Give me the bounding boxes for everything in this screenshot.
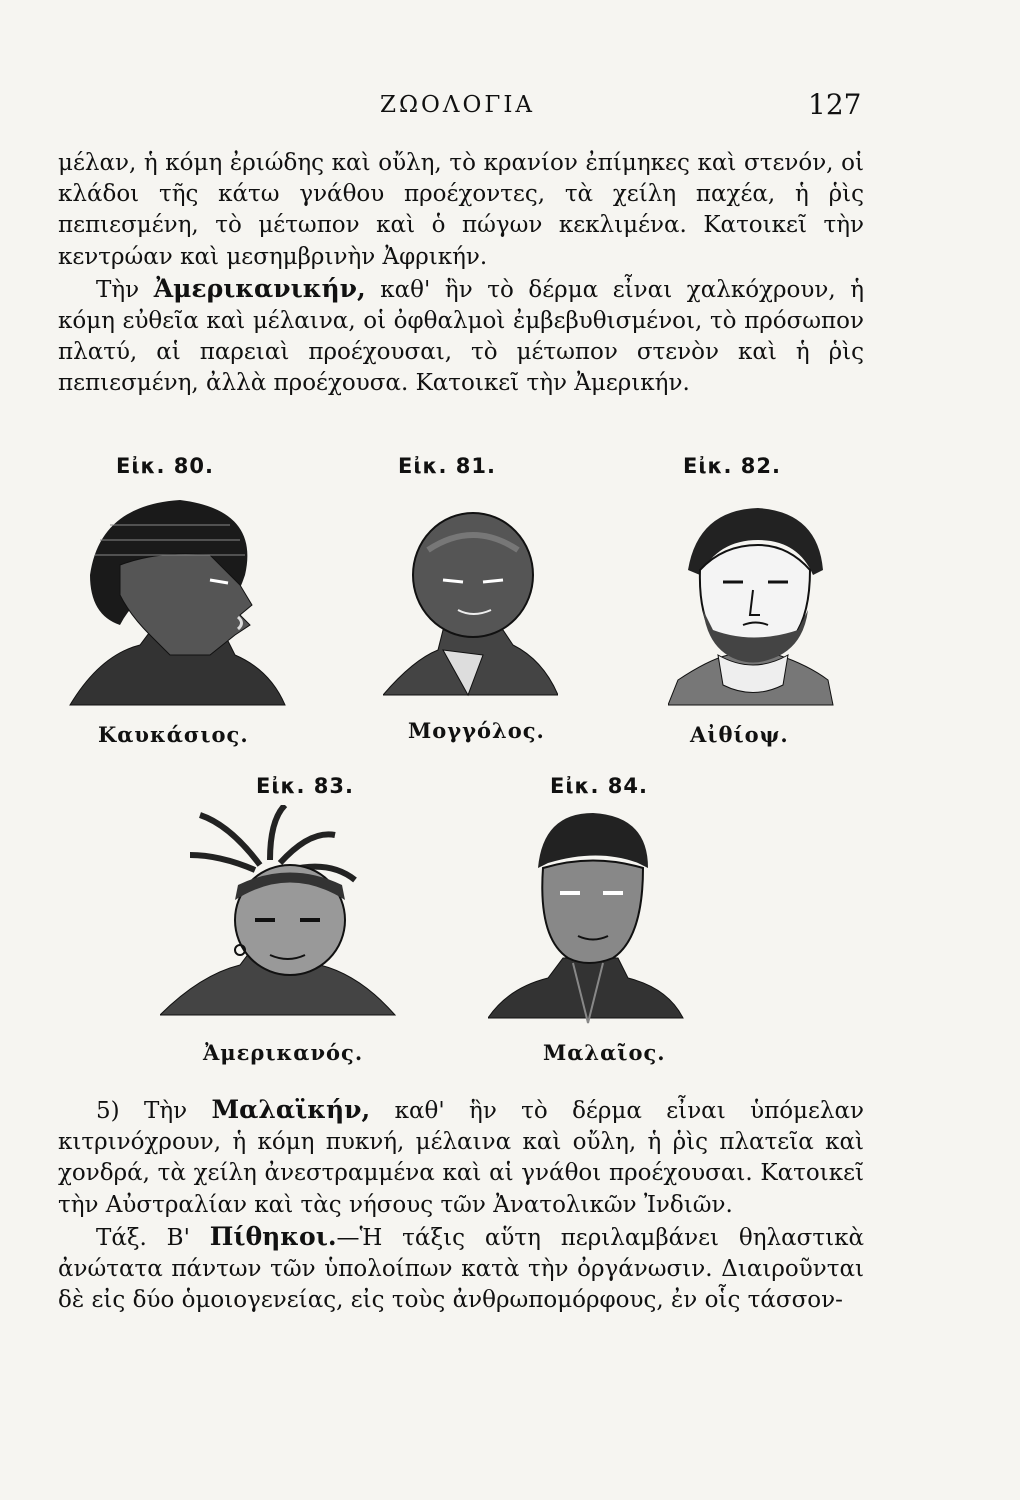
paragraph-american-lead: Τὴν xyxy=(96,276,154,303)
figure-83-portrait xyxy=(160,805,400,1020)
paragraph-american xyxy=(58,273,864,400)
figure-80-label: Εἰκ. 80. xyxy=(116,454,214,478)
paragraph-primates-body: —Ἡ τάξις αὕτη περιλαμβάνει θηλαστικὰ ἀνώτατα πάντων τῶν ὑπολοίπων κατὰ τὴν ὀργάνωσιν. Διαιροῦνται δὲ εἰς δύο ὁμοιογενείας, εἰς τοὺς ἀνθρωπομόρφους, ἐν οἷς τάσσον- xyxy=(58,1224,864,1314)
term-malay: Μαλαϊκήν, xyxy=(211,1095,371,1124)
figure-84-caption: Μαλαῖος. xyxy=(543,1040,666,1065)
figure-81-caption: Μογγόλος. xyxy=(408,718,545,743)
page-header xyxy=(0,88,1020,132)
lower-text xyxy=(58,1094,864,1316)
figure-82-portrait xyxy=(668,500,838,710)
figure-80-caption: Καυκάσιος. xyxy=(98,722,249,747)
figure-81-portrait xyxy=(383,510,558,700)
paragraph-american-body: καθ' ἣν τὸ δέρμα εἶναι χαλκόχρουν, ἡ κόμη εὐθεῖα καὶ μέλαινα, οἱ ὀφθαλμοὶ ἐμβεβυθισμένοι, τὸ πρόσωπον πλατύ, αἱ παρειαὶ προέχουσαι, τὸ μέτωπον στενὸν καὶ ἡ ῥὶς πεπιεσμένη, ἀλλὰ προέχουσα. Κατοικεῖ τὴν Ἀμερικήν. xyxy=(58,276,864,397)
term-american: Ἀμερικανικήν, xyxy=(153,273,366,303)
figure-84-label: Εἰκ. 84. xyxy=(550,774,648,798)
figure-80-portrait xyxy=(60,495,290,710)
paragraph-malay-lead: 5) Τὴν xyxy=(96,1098,212,1124)
upper-text xyxy=(58,148,864,400)
figure-84-portrait xyxy=(488,808,688,1028)
paragraph-african-continued: μέλαν, ἡ κόμη ἐριώδης καὶ οὔλη, τὸ κρανίον ἐπίμηκες καὶ στενόν, οἱ κλάδοι τῆς κάτω γνάθου προέχοντες, τὰ χείλη παχέα, ἡ ῥὶς πεπιεσμένη, τὸ μέτωπον καὶ ὁ πώγων κεκλιμένα. Κατοικεῖ τὴν κεντρώαν καὶ μεσημβρινὴν Ἀφρικήν. xyxy=(58,150,864,270)
paragraph-malay-body: καθ' ἣν τὸ δέρμα εἶναι ὑπόμελαν κιτρινόχρουν, ἡ κόμη πυκνή, μέλαινα καὶ οὔλη, ἡ ῥὶς πλατεῖα καὶ χονδρά, τὰ χείλη ἀνεστραμμένα καὶ αἱ γνάθοι προέχουσαι. Κατοικεῖ τὴν Αὐστραλίαν καὶ τὰς νήσους τῶν Ἀνατολικῶν Ἰνδιῶν. xyxy=(58,1098,864,1218)
figure-82-caption: Αἰθίοψ. xyxy=(690,722,789,747)
figure-83-caption: Ἀμερικανός. xyxy=(203,1040,364,1065)
paragraph-malay xyxy=(58,1094,864,1221)
figure-82-label: Εἰκ. 82. xyxy=(683,454,781,478)
figure-83-label: Εἰκ. 83. xyxy=(256,774,354,798)
term-primates: Πίθηκοι. xyxy=(209,1221,337,1251)
page-number: 127 xyxy=(808,88,862,121)
paragraph-primates xyxy=(58,1221,864,1317)
paragraph-primates-lead: Τάξ. Β' xyxy=(96,1224,210,1251)
running-title: ΖΩΟΛΟΓΙΑ xyxy=(380,92,536,118)
figure-81-label: Εἰκ. 81. xyxy=(398,454,496,478)
